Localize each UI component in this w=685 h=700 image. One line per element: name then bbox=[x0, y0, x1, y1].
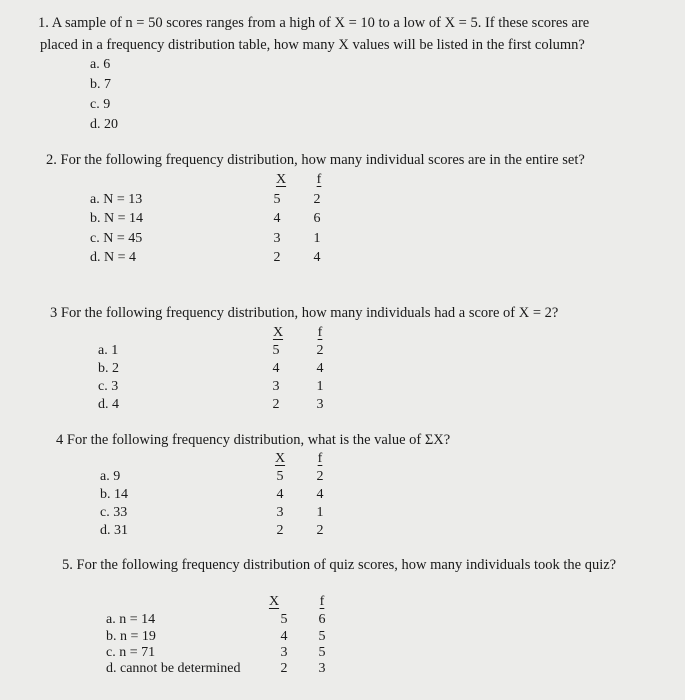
table-header-x: X bbox=[275, 172, 287, 187]
question-3-option-d[interactable]: d. 4 bbox=[98, 397, 119, 412]
question-1-option-b[interactable]: b. 7 bbox=[90, 77, 111, 92]
table-cell-f: 2 bbox=[316, 523, 324, 538]
table-header-x: X bbox=[274, 451, 286, 466]
table-cell-f: 2 bbox=[316, 343, 324, 358]
question-3-text: 3 For the following frequency distribution, how many individuals had a score of X = 2? bbox=[50, 305, 559, 321]
table-header-f: f bbox=[316, 172, 322, 187]
question-5-option-c[interactable]: c. n = 71 bbox=[106, 645, 156, 660]
question-5-text: 5. For the following frequency distribution of quiz scores, how many individuals took the quiz? bbox=[62, 557, 617, 573]
question-1-option-c[interactable]: c. 9 bbox=[90, 97, 111, 112]
table-cell-x: 4 bbox=[276, 487, 284, 502]
question-4-option-b[interactable]: b. 14 bbox=[100, 487, 128, 502]
table-cell-x: 4 bbox=[272, 361, 280, 376]
table-cell-f: 3 bbox=[316, 397, 324, 412]
table-cell-f: 2 bbox=[316, 469, 324, 484]
table-cell-x: 4 bbox=[280, 629, 288, 644]
question-4-option-c[interactable]: c. 33 bbox=[100, 505, 128, 520]
table-cell-f: 4 bbox=[313, 250, 321, 265]
table-cell-f: 1 bbox=[313, 231, 321, 246]
question-5-option-d[interactable]: d. cannot be determined bbox=[106, 661, 241, 676]
question-5-option-b[interactable]: b. n = 19 bbox=[106, 629, 156, 644]
question-2-option-b[interactable]: b. N = 14 bbox=[90, 211, 144, 226]
question-4-option-d[interactable]: d. 31 bbox=[100, 523, 128, 538]
question-5-option-a[interactable]: a. n = 14 bbox=[106, 612, 156, 627]
question-1-option-a[interactable]: a. 6 bbox=[90, 57, 111, 72]
question-4-text: 4 For the following frequency distribution, what is the value of ΣX? bbox=[56, 432, 451, 448]
table-cell-x: 3 bbox=[272, 379, 280, 394]
table-cell-x: 3 bbox=[280, 645, 288, 660]
table-cell-x: 2 bbox=[280, 661, 288, 676]
table-cell-x: 3 bbox=[276, 505, 284, 520]
table-cell-x: 5 bbox=[272, 343, 280, 358]
table-cell-f: 3 bbox=[318, 661, 326, 676]
question-2-option-d[interactable]: d. N = 4 bbox=[90, 250, 137, 265]
question-4-option-a[interactable]: a. 9 bbox=[100, 469, 121, 484]
question-2-option-c[interactable]: c. N = 45 bbox=[90, 231, 143, 246]
table-cell-x: 3 bbox=[273, 231, 281, 246]
table-header-f: f bbox=[317, 325, 323, 340]
question-1-text-line2: placed in a frequency distribution table, how many X values will be listed in the first column? bbox=[40, 37, 585, 53]
question-2-option-a[interactable]: a. N = 13 bbox=[90, 192, 143, 207]
table-header-x: X bbox=[268, 594, 280, 609]
table-cell-x: 2 bbox=[276, 523, 284, 538]
table-cell-f: 1 bbox=[316, 505, 324, 520]
table-cell-x: 2 bbox=[273, 250, 281, 265]
table-cell-f: 1 bbox=[316, 379, 324, 394]
table-cell-f: 5 bbox=[318, 645, 326, 660]
question-3-option-c[interactable]: c. 3 bbox=[98, 379, 119, 394]
table-cell-f: 6 bbox=[318, 612, 326, 627]
table-cell-f: 4 bbox=[316, 361, 324, 376]
table-cell-x: 4 bbox=[273, 211, 281, 226]
question-2-text: 2. For the following frequency distribution, how many individual scores are in the entire set? bbox=[46, 152, 585, 168]
table-header-f: f bbox=[319, 594, 325, 609]
table-cell-x: 5 bbox=[273, 192, 281, 207]
question-3-option-a[interactable]: a. 1 bbox=[98, 343, 119, 358]
table-cell-f: 4 bbox=[316, 487, 324, 502]
table-cell-x: 5 bbox=[276, 469, 284, 484]
question-1-option-d[interactable]: d. 20 bbox=[90, 117, 118, 132]
table-header-x: X bbox=[272, 325, 284, 340]
question-1-text-line1: 1. A sample of n = 50 scores ranges from a high of X = 10 to a low of X = 5. If these scores are bbox=[38, 15, 590, 31]
table-cell-f: 6 bbox=[313, 211, 321, 226]
table-cell-f: 2 bbox=[313, 192, 321, 207]
table-cell-x: 2 bbox=[272, 397, 280, 412]
table-header-f: f bbox=[317, 451, 323, 466]
table-cell-x: 5 bbox=[280, 612, 288, 627]
question-3-option-b[interactable]: b. 2 bbox=[98, 361, 119, 376]
table-cell-f: 5 bbox=[318, 629, 326, 644]
